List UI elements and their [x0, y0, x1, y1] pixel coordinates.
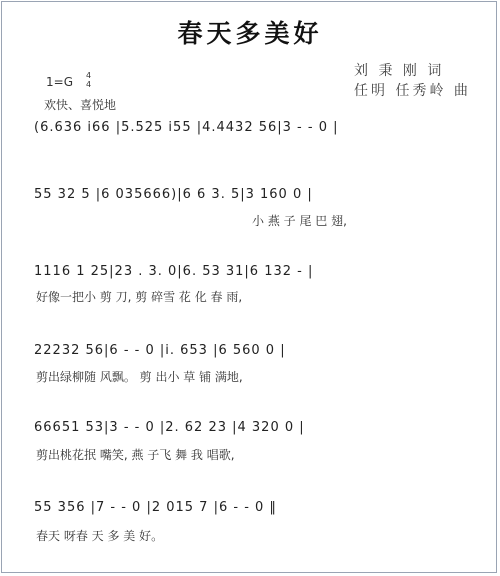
lyrics-line-3: 好像一把小 剪 刀, 剪 碎雪 花 化 春 雨, — [36, 290, 243, 304]
composer-credit: 任明 任秀岭 曲 — [354, 83, 471, 99]
time-signature-bottom: 4 — [86, 80, 92, 89]
lyrics-line-2: 小 燕 子 尾 巴 翅, — [252, 214, 347, 228]
lyrics-line-5: 剪出桃花抿 嘴笑, 燕 子飞 舞 我 唱歌, — [36, 448, 235, 462]
notation-line-5: 66651 53|3 - - 0 |2. 62 23 |4 320 0 | — [34, 420, 305, 435]
notation-line-1: (6.636 i66 |5.525 i55 |4.4432 56|3 - - 0 | — [34, 120, 339, 135]
lyrics-line-4: 剪出绿柳随 风飘。 剪 出小 草 铺 满地, — [36, 370, 243, 384]
key-signature: 1=G — [46, 75, 73, 89]
song-title: 春天多美好 — [177, 19, 323, 48]
tempo-marking: 欢快、喜悦地 — [44, 98, 117, 112]
notation-line-4: 22232 56|6 - - 0 |i. 653 |6 560 0 | — [34, 343, 286, 358]
lyricist-credit: 刘 秉 刚 词 — [354, 63, 445, 79]
notation-line-2: 55 32 5 |6 035666)|6 6 3. 5|3 160 0 | — [34, 187, 313, 202]
notation-line-6: 55 356 |7 - - 0 |2 015 7 |6 - - 0 ‖ — [34, 500, 277, 515]
time-signature-top: 4 — [86, 71, 92, 80]
lyrics-line-6: 春天 呀春 天 多 美 好。 — [36, 529, 164, 543]
time-signature — [86, 71, 91, 89]
notation-line-3: 1116 1 25|23 . 3. 0|6. 53 31|6 132 - | — [34, 264, 314, 279]
